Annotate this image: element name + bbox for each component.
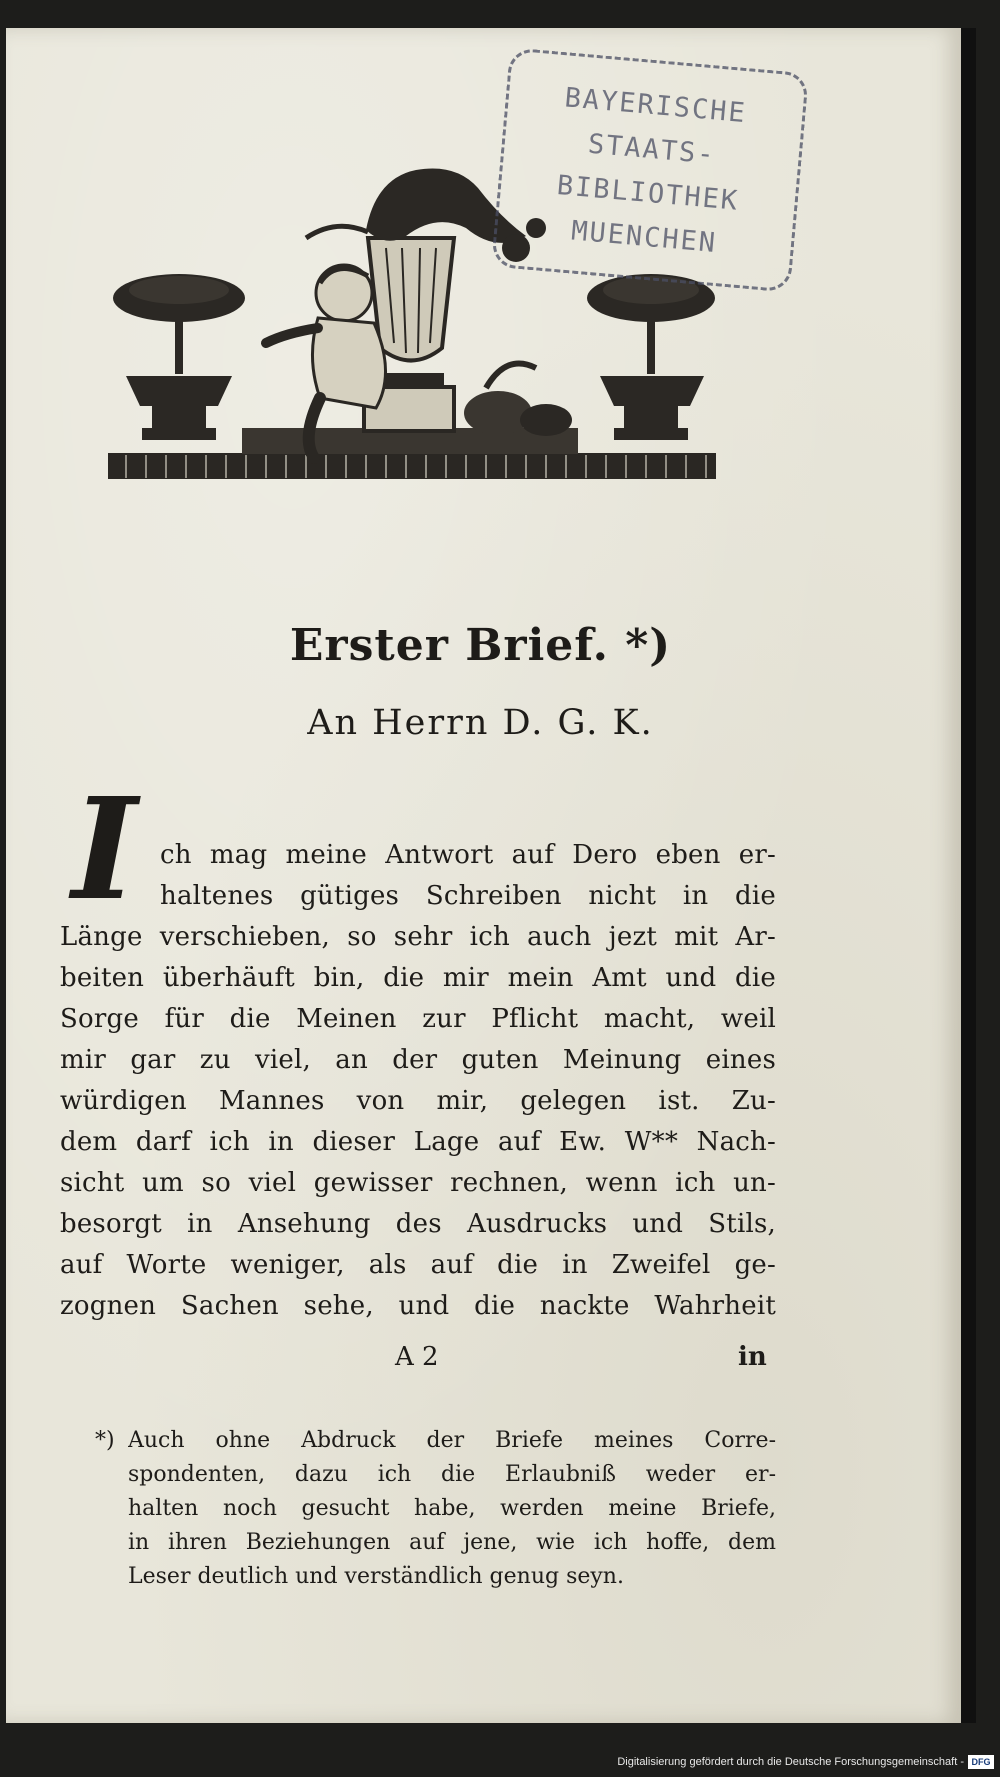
body-line-7: würdigen Mannes von mir, gelegen ist. Zu-: [60, 1086, 776, 1116]
body-line-2: haltenes gütiges Schreiben nicht in die: [160, 881, 776, 911]
library-stamp: [491, 47, 809, 292]
page-edge-shadow: [961, 28, 976, 1723]
stamp-line-4: MUENCHEN: [570, 215, 719, 260]
stamp-line-3: BIBLIOTHEK: [555, 170, 741, 217]
footnote-line-2: spondenten, dazu ich die Erlaubniß weder er-: [128, 1462, 776, 1487]
body-line-5: Sorge für die Meinen zur Pflicht macht, weil: [60, 1004, 776, 1034]
footer-credit: Digitalisierung gefördert durch die Deutsche Forschungsgemeinschaft -: [617, 1756, 964, 1768]
footnote-line-3: halten noch gesucht habe, werden meine Briefe,: [128, 1496, 776, 1521]
footnote-line-1: Auch ohne Abdruck der Briefe meines Corre-: [128, 1428, 776, 1453]
footnote-line-4: in ihren Beziehungen auf jene, wie ich hoffe, dem: [128, 1530, 776, 1555]
body-line-10: besorgt in Ansehung des Ausdrucks und Stils,: [60, 1209, 776, 1239]
body-line-12: zognen Sachen sehe, und die nackte Wahrheit: [60, 1291, 776, 1321]
body-line-8: dem darf ich in dieser Lage auf Ew. W** Nach-: [60, 1127, 776, 1157]
body-line-6: mir gar zu viel, an der guten Meinung eines: [60, 1045, 776, 1075]
dfg-logo: DFG: [968, 1755, 994, 1769]
letter-addressee: An Herrn D. G. K.: [307, 703, 654, 743]
body-line-3: Länge verschieben, so sehr ich auch jezt mit Ar-: [60, 922, 776, 952]
footnote-marker: *): [95, 1428, 115, 1453]
stamp-line-1: BAYERISCHE: [563, 82, 748, 130]
body-line-4: beiten überhäuft bin, die mir mein Amt und die: [60, 963, 776, 993]
body-line-11: auf Worte weniger, als auf die in Zweifel ge-: [60, 1250, 776, 1280]
body-line-1: ch mag meine Antwort auf Dero eben er-: [160, 840, 776, 870]
body-line-9: sicht um so viel gewisser rechnen, wenn ich un-: [60, 1168, 776, 1198]
footnote-line-5: Leser deutlich und verständlich genug seyn.: [128, 1564, 624, 1589]
stamp-line-2: STAATS-: [586, 128, 717, 171]
letter-title: Erster Brief. *): [289, 620, 672, 671]
drop-cap: I: [71, 768, 138, 932]
catchword: in: [738, 1342, 767, 1372]
signature-mark: A 2: [395, 1342, 439, 1372]
